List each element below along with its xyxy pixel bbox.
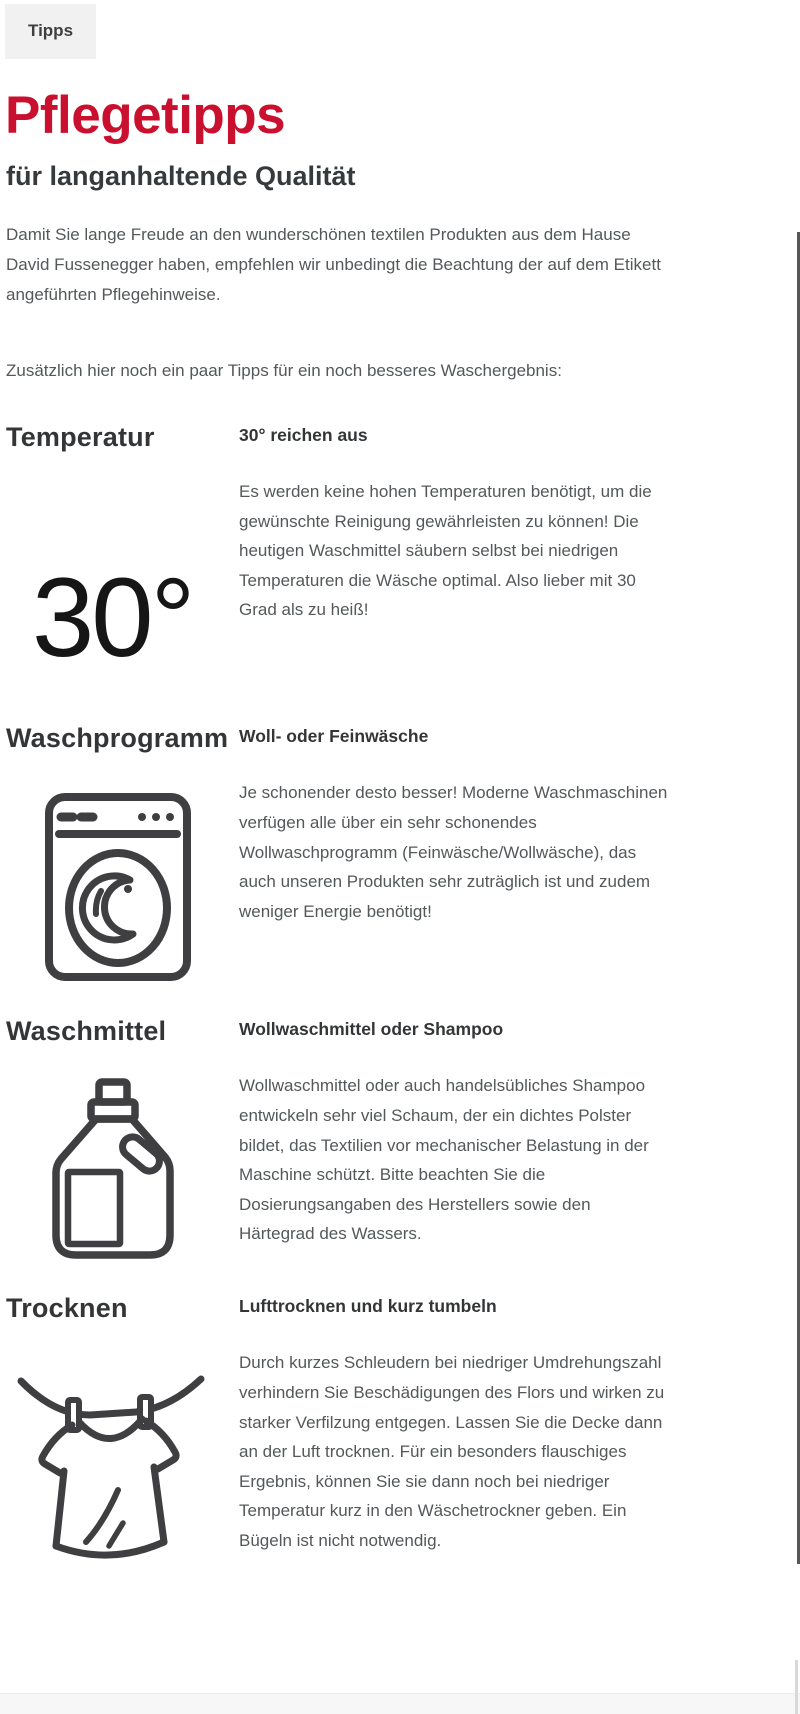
thirty-degrees-icon: 30° bbox=[32, 555, 193, 681]
intro-paragraph-2: Zusätzlich hier noch ein paar Tipps für ein noch besseres Waschergebnis: bbox=[6, 361, 562, 381]
section-title-waschmittel: Waschmittel bbox=[6, 1016, 167, 1047]
section-waschmittel-right bbox=[239, 1016, 800, 1265]
section-temperatur bbox=[6, 422, 800, 681]
section-waschprogramm-right bbox=[239, 723, 800, 982]
intro-paragraph: Damit Sie lange Freude an den wunderschönen textilen Produkten aus dem Hause David Fussenegger haben, empfehlen wir unbedingt die Beachtung der auf dem Etikett angeführten Pflegehinweise. bbox=[6, 225, 661, 305]
section-temperatur-right bbox=[239, 422, 800, 671]
tip-heading-trocknen: Lufttrocknen und kurz tumbeln bbox=[239, 1296, 497, 1317]
section-title-temperatur: Temperatur bbox=[6, 422, 155, 453]
section-temperatur-left bbox=[6, 422, 239, 681]
section-trocknen bbox=[6, 1293, 800, 1566]
tip-heading-waschmittel: Wollwaschmittel oder Shampoo bbox=[239, 1019, 504, 1040]
tip-heading-waschprogramm: Woll- oder Feinwäsche bbox=[239, 726, 429, 747]
tip-body-waschprogramm: Je schonender desto besser! Moderne Waschmaschinen verfügen alle über ein sehr schonendes Wollwaschprogramm (Feinwäsche/Wollwäsche), das auch unseren Produkten sehr zuträglich ist und zudem weniger Energie benötigt! bbox=[239, 783, 668, 921]
section-title-waschprogramm: Waschprogramm bbox=[6, 723, 229, 754]
section-waschmittel bbox=[6, 1016, 800, 1265]
page-subtitle: für langanhaltende Qualität bbox=[6, 161, 356, 192]
section-waschprogramm bbox=[6, 723, 800, 982]
section-trocknen-left bbox=[6, 1293, 239, 1566]
tip-body-temperatur: Es werden keine hohen Temperaturen benötigt, um die gewünschte Reinigung gewährleisten zu können! Die heutigen Waschmittel säubern selbst bei niedrigen Temperaturen die Wäsche optimal. Also lieber mit 30 Grad als zu heiß! bbox=[239, 482, 652, 620]
section-waschprogramm-left bbox=[6, 723, 239, 982]
tip-heading-temperatur: 30° reichen aus bbox=[239, 425, 368, 446]
tab-tipps[interactable]: Tipps bbox=[5, 4, 96, 59]
scrollbar-track[interactable] bbox=[795, 1660, 798, 1714]
section-waschmittel-left bbox=[6, 1016, 239, 1265]
tip-body-waschmittel: Wollwaschmittel oder auch handelsübliches Shampoo entwickeln sehr viel Schaum, der ein dichtes Polster bildet, das Textilien vor mechanischer Belastung in der Maschine schützt. Bitte beachten Sie die Dosierungsangaben des Herstellers sowie den Härtegrad des Wassers. bbox=[239, 1076, 649, 1244]
footer-band bbox=[0, 1693, 800, 1714]
section-title-trocknen: Trocknen bbox=[6, 1293, 128, 1324]
detergent-bottle-icon bbox=[46, 1077, 239, 1265]
shirt-on-clothesline-icon bbox=[16, 1374, 239, 1566]
page-title: Pflegetipps bbox=[5, 86, 286, 145]
tip-body-trocknen: Durch kurzes Schleudern bei niedriger Umdrehungszahl verhindern Sie Beschädigungen des Flors und wirken zu starker Verfilzung entgegen. Lassen Sie die Decke dann an der Luft trocknen. Für ein besonders flauschiges Ergebnis, können Sie sie dann noch bei niedriger Temperatur kurz in den Wäschetrockner geben. Ein Bügeln ist nicht notwendig. bbox=[239, 1353, 665, 1550]
section-trocknen-right bbox=[239, 1293, 800, 1566]
washing-machine-icon bbox=[44, 792, 239, 982]
